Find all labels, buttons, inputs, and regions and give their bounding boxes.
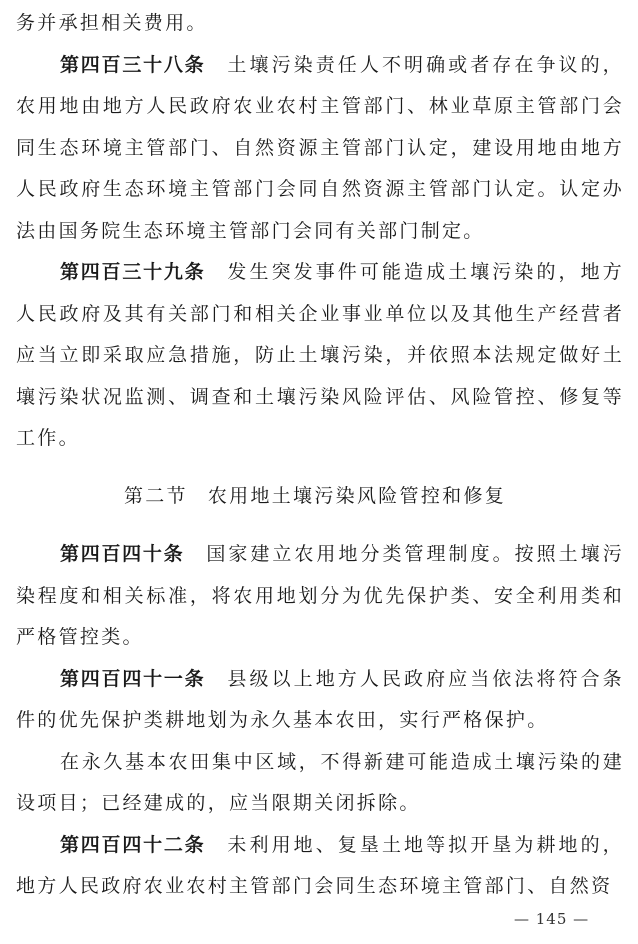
page-number: — 145 — [514,910,590,928]
article-441-paragraph-2 [16,742,624,825]
section-title: 农用地土壤污染风险管控和修复 [207,484,507,507]
paragraph-continuation [16,3,624,45]
paragraph-text: 在永久基本农田集中区域，不得新建可能造成土壤污染的建设项目；已经建成的，应当限期关闭拆除。 [16,750,624,814]
section-heading [16,476,624,518]
article-text: 未利用地、复垦土地等拟开垦为耕地的，地方人民政府农业农村主管部门会同生态环境主管部门、自然资 [16,833,624,897]
article-number: 第四百三十九条 [60,261,206,283]
article-number: 第四百四十二条 [60,833,206,856]
section-number: 第二节 [123,484,188,507]
document-page [16,0,624,908]
article-441 [16,659,624,742]
article-438 [16,45,624,253]
article-text: 土壤污染责任人不明确或者存在争议的，农用地由地方人民政府农业农村主管部门、林业草原主管部门会同生态环境主管部门、自然资源主管部门认定，建设用地由地方人民政府生态环境主管部门会同自然资源主管部门认定。认定办法由国务院生态环境主管部门会同有关部门制定。 [16,53,624,242]
article-text: 发生突发事件可能造成土壤污染的，地方人民政府及其有关部门和相关企业事业单位以及其他生产经营者应当立即采取应急措施，防止土壤污染，并依照本法规定做好土壤污染状况监测、调查和土壤污染风险评估、风险管控、修复等工作。 [16,261,624,449]
article-number: 第四百三十八条 [60,53,206,76]
article-number: 第四百四十一条 [60,667,206,690]
article-text: 国家建立农用地分类管理制度。按照土壤污染程度和相关标准，将农用地划分为优先保护类、安全利用类和严格管控类。 [16,543,624,648]
paragraph-text: 务并承担相关费用。 [16,12,208,34]
article-439 [16,252,624,460]
article-text: 县级以上地方人民政府应当依法将符合条件的优先保护类耕地划为永久基本农田，实行严格保护。 [16,667,624,731]
article-number: 第四百四十条 [60,543,185,565]
article-440 [16,534,624,659]
article-442 [16,825,624,908]
